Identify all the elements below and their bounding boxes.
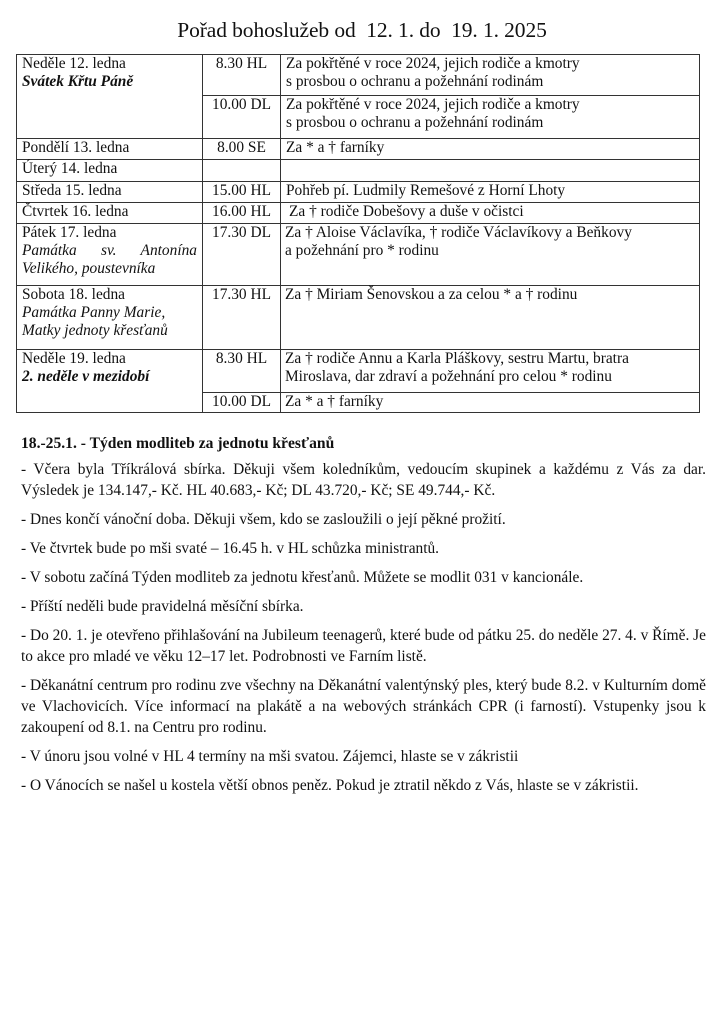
table-row: [17, 224, 700, 286]
day-cell: [17, 224, 203, 286]
table-row: [17, 160, 700, 182]
time-cell: 16.00 HL: [203, 203, 281, 224]
intention-line: s prosbou o ochranu a požehnání rodinám: [286, 73, 544, 90]
table-row: [17, 139, 700, 160]
feast-label: Matky jednoty křesťanů: [22, 322, 168, 339]
time-cell: 15.00 HL: [203, 182, 281, 203]
intention-line: Miroslava, dar zdraví a požehnání pro celou * rodinu: [285, 368, 612, 385]
intention-line: Za pokřtěné v roce 2024, jejich rodiče a kmotry: [286, 96, 580, 113]
day-cell: Pondělí 13. ledna: [17, 139, 203, 160]
table-row: [17, 350, 700, 393]
intention-line: a požehnání pro * rodinu: [285, 242, 439, 259]
day-cell: Čtvrtek 16. ledna: [17, 203, 203, 224]
announcement-item: - Příští neděli bude pravidelná měsíční sbírka.: [21, 598, 304, 615]
intention-cell: Pohřeb pí. Ludmily Remešové z Horní Lhoty: [281, 182, 700, 203]
table-row: [17, 55, 700, 96]
feast-label: Velikého, poustevníka: [22, 260, 156, 277]
intention-cell: Za * a † farníky: [281, 139, 700, 160]
intention-cell: Za † rodiče Dobešovy a duše v očistci: [281, 203, 700, 224]
feast-label: Památka Panny Marie,: [22, 304, 166, 321]
intention-cell: [281, 224, 700, 286]
announcement-item: - Děkanátní centrum pro rodinu zve všechny na Děkanátní valentýnský ples, který bude 8.2. v Kulturním domě ve Vlachovicích. Více informací na plakátě a na webových stránkách CPR (i farností). Vstupenky jsou k zakoupení od 8.1. na Centru pro rodinu.: [21, 677, 706, 736]
announcement-item: - V sobotu začíná Týden modliteb za jednotu křesťanů. Můžete se modlit 031 v kancionále.: [21, 569, 584, 586]
announcement-item: - Dnes končí vánoční doba. Děkuji všem, kdo se zasloužili o její pěkné prožití.: [21, 511, 506, 528]
intention-line: s prosbou o ochranu a požehnání rodinám: [286, 114, 544, 131]
day-cell: Středa 15. ledna: [17, 182, 203, 203]
intention-line: Za † rodiče Annu a Karla Pláškovy, sestru Martu, bratra: [285, 350, 629, 367]
time-cell: 8.30 HL: [203, 350, 281, 393]
day-cell: [17, 350, 203, 413]
intention-cell: [281, 350, 700, 393]
day-label: Neděle 12. ledna: [22, 55, 126, 72]
time-cell: 10.00 DL: [203, 96, 281, 139]
time-cell: [203, 160, 281, 182]
feast-label: Památka sv. Antonína: [22, 242, 197, 259]
time-cell: 8.30 HL: [203, 55, 281, 96]
announcement-item: - V únoru jsou volné v HL 4 termíny na mši svatou. Zájemci, hlaste se v zákristii: [21, 748, 519, 765]
intention-line: Za † Aloise Václavíka, † rodiče Václavíkovy a Beňkovy: [285, 224, 632, 241]
table-row: [17, 286, 700, 350]
feast-label: Svátek Křtu Páně: [22, 73, 134, 90]
table-row: [17, 182, 700, 203]
time-cell: 17.30 HL: [203, 286, 281, 350]
intention-cell: [281, 55, 700, 96]
day-label: Neděle 19. ledna: [22, 350, 126, 367]
time-cell: 10.00 DL: [203, 393, 281, 413]
announcement-item: - Včera byla Tříkrálová sbírka. Děkuji všem koledníkům, vedoucím skupinek a každému z Vás za dar. Výsledek je 134.147,- Kč. HL 40.683,- Kč; DL 43.720,- Kč; SE 49.744,- Kč.: [21, 461, 706, 499]
table-row: [17, 203, 700, 224]
announcement-item: - Ve čtvrtek bude po mši svaté – 16.45 h. v HL schůzka ministrantů.: [21, 540, 440, 557]
day-label: Pátek 17. ledna: [22, 224, 117, 241]
announcements-section: [21, 433, 706, 804]
time-cell: 17.30 DL: [203, 224, 281, 286]
day-label: Sobota 18. ledna: [22, 286, 126, 303]
announcement-item: - Do 20. 1. je otevřeno přihlašování na Jubileum teenagerů, které bude od pátku 25. do neděle 27. 4. v Římě. Je to akce pro mladé ve věku 12–17 let. Podrobnosti ve Farním listě.: [21, 627, 706, 665]
day-cell: [17, 55, 203, 139]
feast-label: 2. neděle v mezidobí: [22, 368, 150, 385]
intention-cell: [281, 160, 700, 182]
announcement-item: - O Vánocích se našel u kostela větší obnos peněz. Pokud je ztratil někdo z Vás, hlaste se v zákristii.: [21, 777, 639, 794]
intention-cell: Za † Miriam Šenovskou a za celou * a † rodinu: [281, 286, 700, 350]
page-title: Pořad bohoslužeb od 12. 1. do 19. 1. 2025: [177, 18, 547, 42]
time-cell: 8.00 SE: [203, 139, 281, 160]
day-cell: [17, 286, 203, 350]
intention-cell: Za * a † farníky: [281, 393, 700, 413]
mass-schedule-table: [16, 54, 700, 413]
day-cell: Úterý 14. ledna: [17, 160, 203, 182]
intention-line: Za pokřtěné v roce 2024, jejich rodiče a kmotry: [286, 55, 580, 72]
intention-cell: [281, 96, 700, 139]
announcements-heading: 18.-25.1. - Týden modliteb za jednotu křesťanů: [21, 435, 335, 452]
